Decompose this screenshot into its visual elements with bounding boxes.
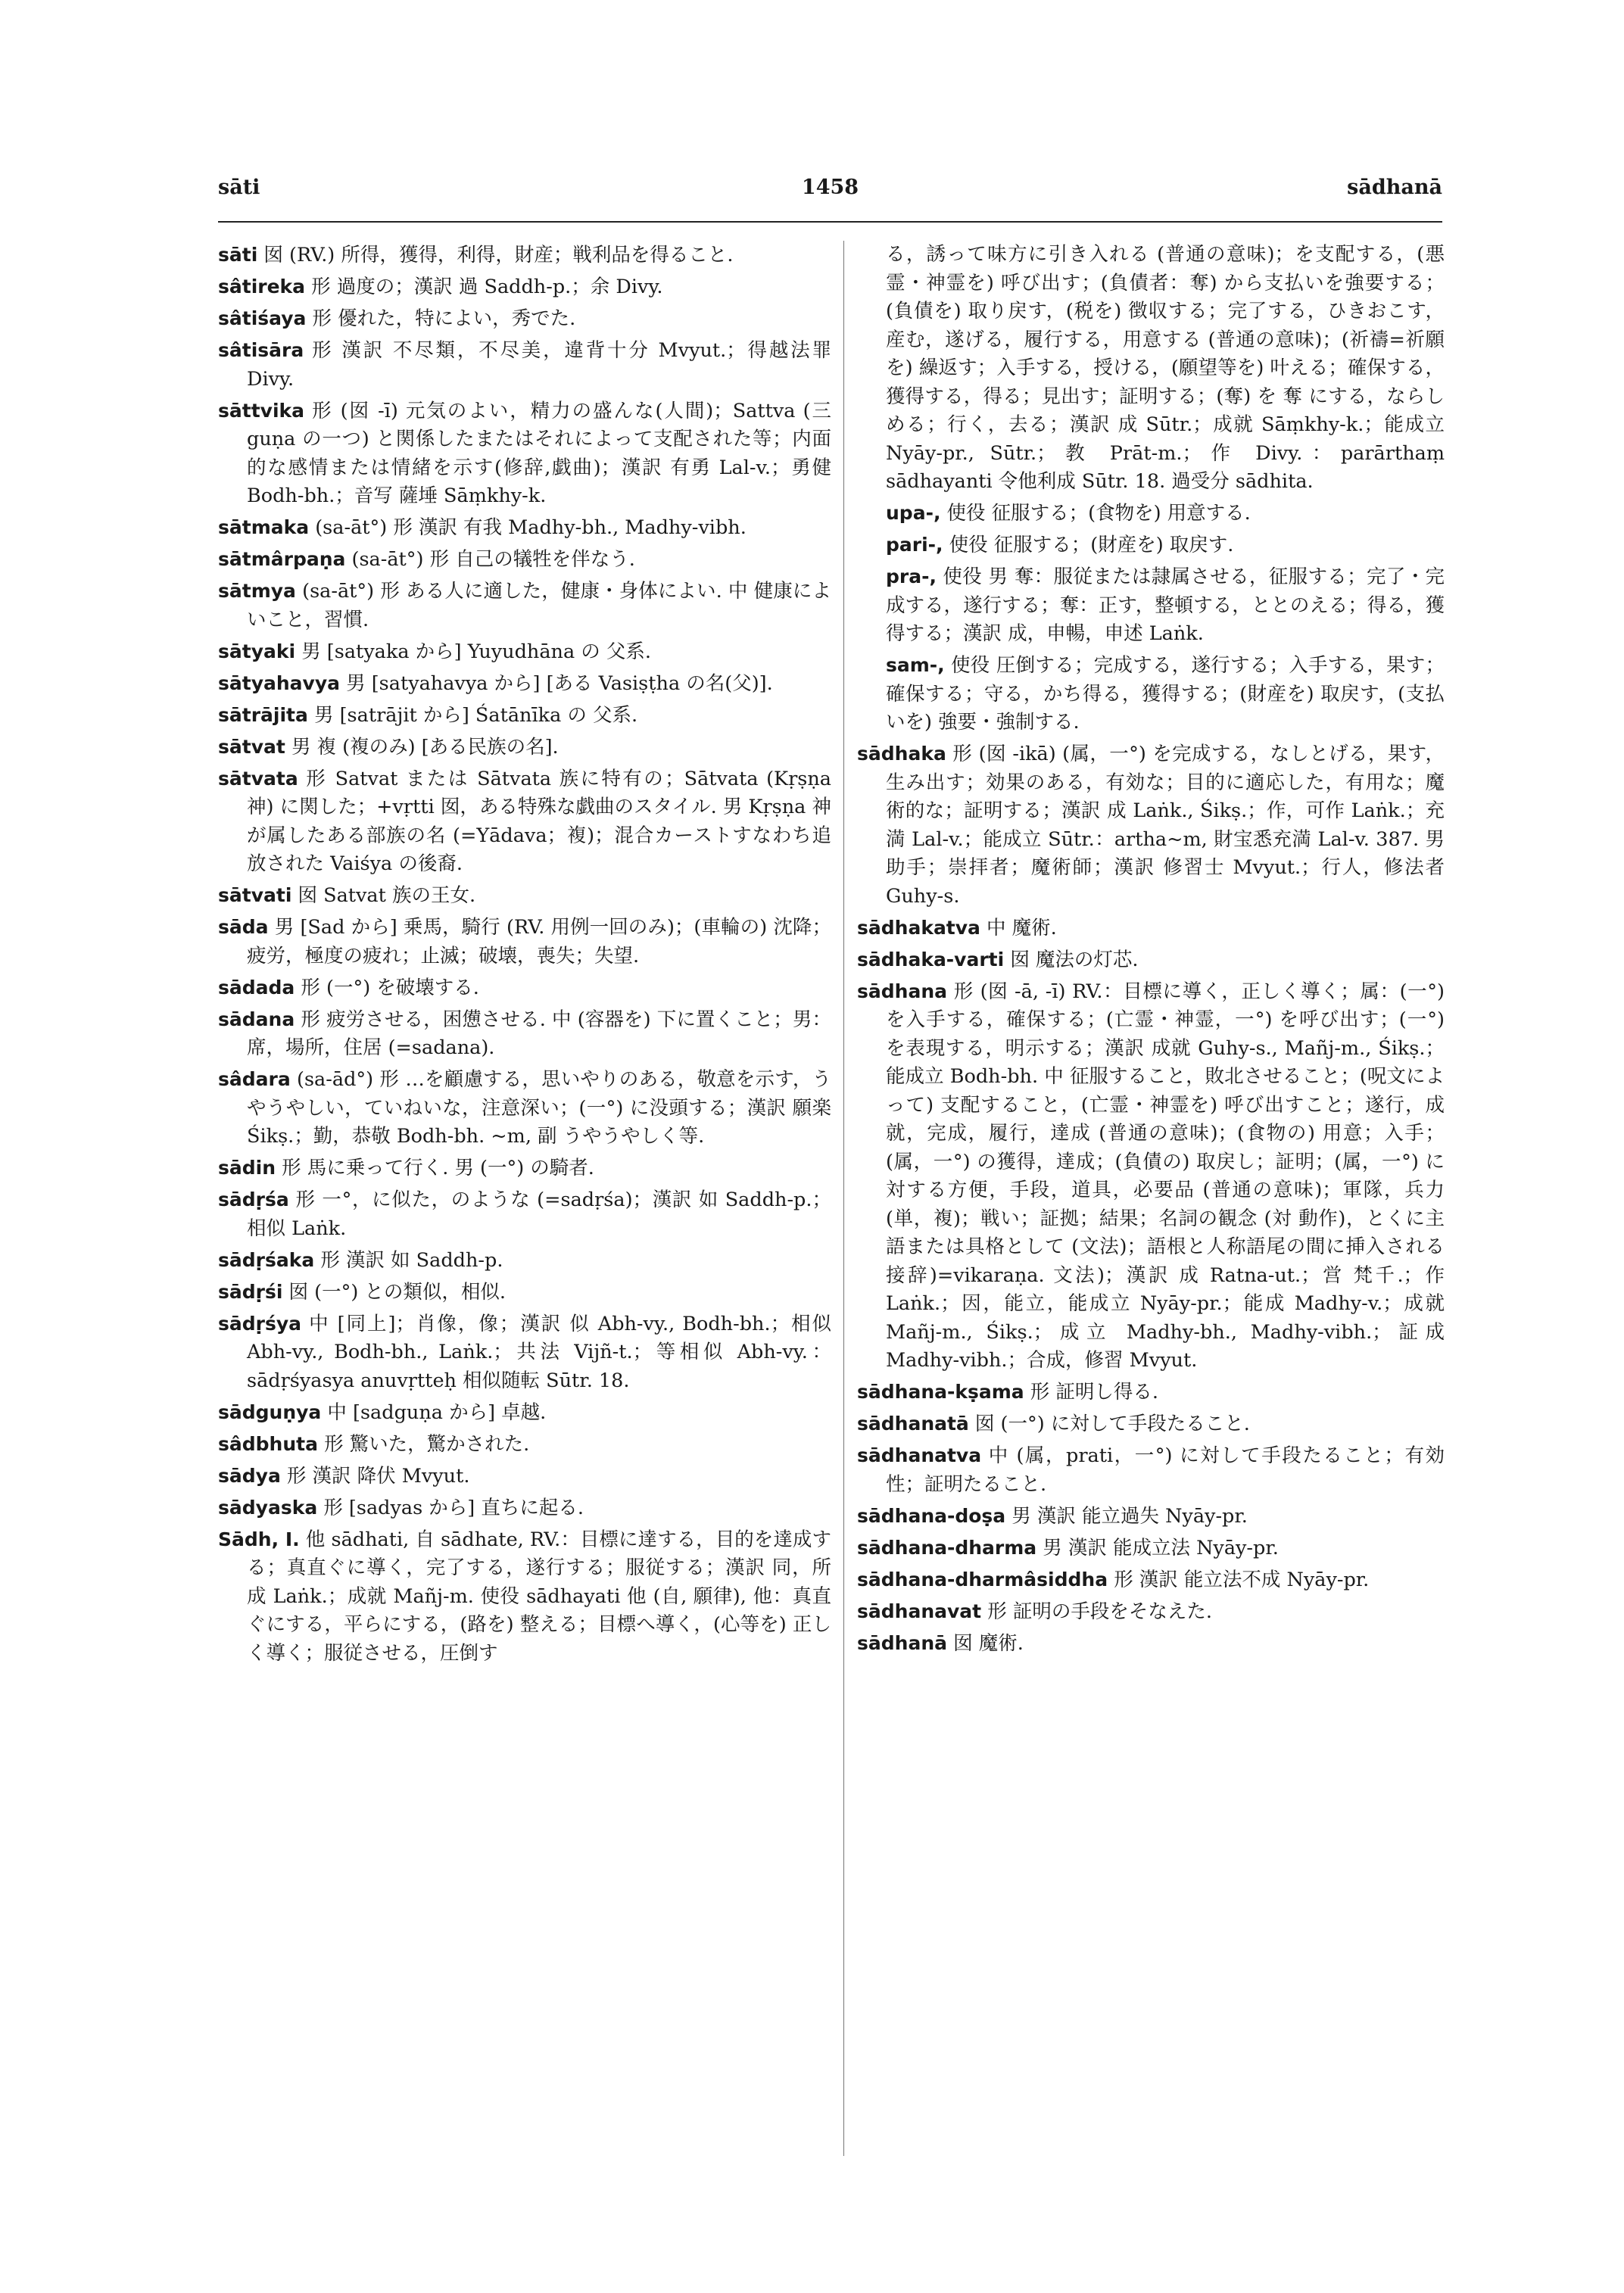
- entry-headword: sādhana-dharmâsiddha: [857, 1568, 1108, 1590]
- entry-headword: sādya: [218, 1464, 281, 1487]
- entry-headword: sāda: [218, 916, 269, 938]
- dictionary-entry: [857, 1629, 1445, 1659]
- entry-headword: sam-,: [886, 654, 945, 676]
- dictionary-entry: [218, 577, 831, 634]
- entry-definition: (sa-āt°) 形 ある人に適した，健康・身体によい. 中 健康によいこと，習慣.: [247, 580, 831, 631]
- entry-definition: 形 証明の手段をそなえた.: [987, 1600, 1212, 1623]
- dictionary-entry: [218, 974, 831, 1003]
- entry-headword: sādṛśa: [218, 1189, 289, 1210]
- entry-definition: 形 一°，に似た，のような (=sadṛśa)；漢訳 如 Saddh-p.；相似 Laṅk.: [247, 1189, 831, 1240]
- dictionary-entry: [218, 701, 831, 731]
- entry-definition: 男 漢訳 能成立法 Nyāy-pr.: [1043, 1536, 1279, 1559]
- entry-headword: Sādh, I.: [218, 1528, 300, 1550]
- entry-headword: sātvat: [218, 735, 285, 758]
- dictionary-entry: [218, 1398, 831, 1428]
- entry-headword: sādin: [218, 1157, 276, 1179]
- entry-definition: 囡 魔術.: [953, 1631, 1024, 1655]
- entry-definition: 男 [satyaka から] Yuyudhāna の 父系.: [301, 640, 651, 663]
- dictionary-entry: [218, 1065, 831, 1151]
- dictionary-entry: [857, 1566, 1445, 1595]
- dictionary-entry: [218, 1278, 831, 1307]
- entry-definition: 中 (属，prati，一°) に対して手段たること；有効性；証明たること.: [886, 1444, 1445, 1496]
- entry-definition: 形 証明し得る.: [1030, 1381, 1158, 1404]
- dictionary-entry: [857, 1534, 1445, 1563]
- entry-definition: 形 (囡 -ikā) (属，一°) を完成する，なしとげる，果す，生み出す；効果のある，有効な；目的に適応した，有用な；魔術的な；証明する；漢訳 成 Laṅk., Śikṣ.；作，可作 Laṅk.；充満 Lal-v.；能成立 Sūtr.：artha~m, 財宝悉充満 Lal-v. 387. 男 助手；崇拝者；魔術師；漢訳 修習士 Mvyut.；行人，修法者 Guhy-s.: [886, 743, 1445, 908]
- entry-headword: sātmya: [218, 580, 296, 602]
- entry-definition: 形 (囡 -ī) 元気のよい，精力の盛んな(人間)；Sattva (三 guṇa の一つ) と関係したまたはそれによって支配された等；内面的な感情または情緒を示す(修辞,戯曲)；漢訳 有勇 Lal-v.；勇健 Bodh-bh.；音写 薩埵 Sāṃkhy-k.: [247, 399, 831, 507]
- entry-headword: sādhanatā: [857, 1413, 969, 1435]
- entry-headword: sādana: [218, 1008, 295, 1030]
- dictionary-entry: [857, 499, 1445, 528]
- dictionary-entry: [218, 637, 831, 667]
- dictionary-entry: [857, 562, 1445, 649]
- entry-definition: 形 疲労させる，困憊させる. 中 (容器を) 下に置くこと；男：席，場所，住居 (=sadana).: [247, 1008, 831, 1059]
- dictionary-entry: [857, 241, 1445, 497]
- entry-definition: 形 過度の；漢訳 過 Saddh-p.；余 Divy.: [311, 276, 663, 298]
- dictionary-entry: [218, 1462, 831, 1491]
- entry-headword: sātrājita: [218, 703, 308, 726]
- dictionary-entry: [218, 1185, 831, 1243]
- dictionary-entry: [218, 513, 831, 543]
- dictionary-entry: [218, 336, 831, 394]
- entry-headword: sātvata: [218, 767, 298, 790]
- dictionary-entry: [857, 1502, 1445, 1531]
- dictionary-entry: [218, 733, 831, 762]
- entry-headword: sātyaki: [218, 640, 296, 662]
- dictionary-entry: [857, 740, 1445, 911]
- dictionary-entry: [218, 545, 831, 575]
- entry-headword: sādyaska: [218, 1496, 318, 1519]
- dictionary-entry: [218, 304, 831, 334]
- dictionary-entry: [857, 977, 1445, 1375]
- entry-definition: 中 魔術.: [987, 916, 1057, 939]
- entry-headword: sāttvika: [218, 399, 305, 422]
- dictionary-entry: [218, 1525, 831, 1668]
- dictionary-entry: [218, 241, 831, 270]
- entry-headword: pari-,: [886, 534, 943, 556]
- dictionary-entry: [218, 273, 831, 302]
- entry-headword: sādada: [218, 976, 295, 999]
- entry-headword: sādhanatva: [857, 1444, 982, 1466]
- column-divider: [843, 241, 844, 2156]
- dictionary-entry: [857, 914, 1445, 943]
- entry-headword: sātmaka: [218, 516, 310, 538]
- entry-definition: る，誘って味方に引き入れる (普通の意味)；を支配する，(悪霊・神霊を) 呼び出す；(負債者：奪) から支払いを強要する；(負債を) 取り戻す，(税を) 徴収する；完了する，ひきおこす，産む，遂げる，履行する，用意する (普通の意味)；(祈禱=祈願を) 繰返す；入手する，授ける，(願望等を) 叶える；確保する，獲得する，得る；見出す；証明する；(奪) を 奪 にする，ならしめる；行く，去る；漢訳 成 Sūtr.；成就 Sāṃkhy-k.；能成立 Nyāy-pr., Sūtr.；教 Prāt-m.；作 Divy.：parārthaṃ sādhayanti 令他利成 Sūtr. 18. 過受分 sādhita.: [886, 243, 1445, 493]
- entry-definition: 形 漢訳 能立法不成 Nyāy-pr.: [1114, 1568, 1370, 1591]
- entry-definition: 囡 (一°) との類似，相似.: [288, 1280, 507, 1304]
- dictionary-entry: [857, 1597, 1445, 1627]
- page-header: [218, 176, 1442, 213]
- entry-definition: 使役 征服する；(財産を) 取戻す.: [949, 534, 1234, 556]
- entry-headword: sādguṇya: [218, 1400, 322, 1423]
- entry-definition: 形 (一°) を破壊する.: [301, 976, 479, 999]
- entry-definition: 形 優れた，特によい，秀でた.: [312, 307, 576, 330]
- entry-headword: sātvati: [218, 884, 292, 906]
- dictionary-entry: [857, 1441, 1445, 1499]
- entry-definition: 形 Satvat または Sātvata 族に特有の；Sātvata (Kṛṣṇa 神) に関した；+vṛtti 囡，ある特殊な戯曲のスタイル. 男 Kṛṣṇa 神が属したある部族の名 (=Yādava；複)；混合カーストすなわち追放された Vaiśya の後裔.: [247, 767, 831, 875]
- entry-headword: sādhana: [857, 980, 947, 1002]
- entry-definition: 形 漢訳 不尽類，不尽美，違背十分 Mvyut.；得越法罪 Divy.: [247, 339, 831, 391]
- entry-definition: 男 [satrājit から] Śatānīka の 父系.: [313, 703, 638, 727]
- entry-headword: sādhakatva: [857, 916, 980, 939]
- entry-definition: 男 複 (複のみ) [ある民族の名].: [291, 735, 559, 759]
- entry-headword: sādhaka: [857, 743, 946, 765]
- entry-headword: sādṛśaka: [218, 1248, 315, 1271]
- entry-definition: 男 [satyahavya から] [ある Vasiṣṭha の名(父)].: [346, 671, 773, 695]
- dictionary-entry: [218, 397, 831, 511]
- entry-definition: 形 (囡 -ā, -ī) RV.：目標に導く，正しく導く；属：(一°) を入手する，確保する；(亡霊・神霊，一°) を呼び出す；(一°) を表現する，明示する；漢訳 成就 Guhy-s., Mañj-m., Śikṣ.；能成立 Bodh-bh. 中 征服すること，敗北させること；(呪文によって) 支配すること，(亡霊・神霊を) 呼び出すこと；遂行，成就，完成，履行，達成 (普通の意味)；(食物の) 用意；入手；(属，一°) の獲得，達成；(負債の) 取戻し；証明；(属，一°) に対する方便，手段，道具，必要品 (普通の意味)；軍隊，兵力 (単，複)；戦い；証拠；結果；名詞の観念 (対 動作)，とくに主語または具格として (文法)；語根と人称語尾の間に挿入される接辞)=vikaraṇa. 文法)；漢訳 成 Ratna-ut.；営 梵千.；作 Laṅk.；因，能立，能成立 Nyāy-pr.；能成 Madhy-v.；成就 Mañj-m., Śikṣ.；成立 Madhy-bh., Madhy-vibh.；証成 Madhy-vibh.；合成，修習 Mvyut.: [886, 980, 1445, 1372]
- dictionary-entry: [218, 1310, 831, 1396]
- entry-headword: sātyahavya: [218, 671, 340, 694]
- dictionary-entry: [218, 1494, 831, 1523]
- dictionary-entry: [857, 1378, 1445, 1407]
- dictionary-entry: [218, 1246, 831, 1276]
- entry-definition: 形 漢訳 降伏 Mvyut.: [286, 1464, 470, 1488]
- header-last-headword: sādhanā: [1347, 176, 1442, 199]
- entry-definition: 囡 魔法の灯芯.: [1010, 948, 1139, 971]
- entry-definition: 形 [sadyas から] 直ちに起る.: [323, 1496, 584, 1519]
- entry-definition: 使役 圧倒する；完成する，遂行する；入手する，果す；確保する；守る，かち得る，獲得する；(財産を) 取戻す，(支払いを) 強要・強制する.: [886, 654, 1445, 734]
- entry-headword: upa-,: [886, 502, 941, 524]
- left-column: [218, 241, 831, 1671]
- entry-headword: sâtireka: [218, 276, 306, 298]
- entry-headword: sādhaka-varti: [857, 948, 1005, 970]
- entry-definition: 使役 男 奪：服従または隷属させる，征服する；完了・完成する，遂行する；奪：正す，整頓する，ととのえる；得る，獲得する；漢訳 成，申暢，申述 Laṅk.: [886, 565, 1445, 645]
- entry-headword: sādṛśya: [218, 1312, 302, 1335]
- entry-headword: sādhana-doṣa: [857, 1504, 1006, 1527]
- entry-headword: pra-,: [886, 565, 937, 587]
- entry-definition: 囡 (RV.) 所得，獲得，利得，財産；戦利品を得ること.: [263, 244, 734, 266]
- dictionary-entry: [218, 1154, 831, 1183]
- dictionary-entry: [218, 881, 831, 911]
- entry-headword: sādhanā: [857, 1631, 947, 1654]
- entry-definition: 男 漢訳 能立過失 Nyāy-pr.: [1011, 1504, 1248, 1528]
- entry-headword: sâdara: [218, 1068, 291, 1090]
- entry-headword: sâdbhuta: [218, 1432, 318, 1455]
- dictionary-entry: [857, 531, 1445, 560]
- header-rule: [218, 221, 1442, 223]
- entry-definition: 中 [sadguṇa から] 卓越.: [327, 1400, 547, 1424]
- entry-headword: sātmârpaṇa: [218, 548, 346, 570]
- entry-definition: 形 馬に乗って行く. 男 (一°) の騎者.: [282, 1157, 594, 1179]
- dictionary-entry: [218, 1005, 831, 1063]
- dictionary-entry: [218, 669, 831, 699]
- entry-definition: 囡 Satvat 族の王女.: [298, 884, 476, 907]
- entry-headword: sādhana-kṣama: [857, 1381, 1024, 1403]
- header-first-headword: sāti: [218, 176, 260, 199]
- entry-definition: 囡 (一°) に対して手段たること.: [974, 1413, 1250, 1435]
- dictionary-entry: [857, 946, 1445, 975]
- entry-definition: (sa-ād°) 形 …を顧慮する，思いやりのある，敬意を示す，うやうやしい，ていねいな，注意深い；(一°) に没頭する；漢訳 願楽 Śikṣ.；勤，恭敬 Bodh-bh. ~m, 副 うやうやしく等.: [247, 1068, 831, 1148]
- dictionary-entry: [857, 1410, 1445, 1439]
- entry-headword: sādhana-dharma: [857, 1536, 1037, 1559]
- entry-definition: 形 漢訳 如 Saddh-p.: [320, 1248, 503, 1272]
- dictionary-entry: [218, 913, 831, 970]
- entry-definition: 男 [Sad から] 乗馬，騎行 (RV. 用例一回のみ)；(車輪の) 沈降；疲労，極度の疲れ；止滅；破壊，喪失；失望.: [247, 916, 831, 967]
- entry-definition: 使役 征服する；(食物を) 用意する.: [946, 502, 1251, 525]
- entry-headword: sâtiśaya: [218, 307, 307, 329]
- right-column: [857, 241, 1445, 1661]
- entry-definition: 形 驚いた，驚かされた.: [324, 1432, 530, 1456]
- entry-definition: (sa-āt°) 形 自己の犠牲を伴なう.: [351, 548, 635, 571]
- entry-definition: 中 [同上]；肖像，像；漢訳 似 Abh-vy., Bodh-bh.；相似 Abh-vy., Bodh-bh., Laṅk.；共法 Vijñ-t.；等相似 Abh-vy.：sādṛśyasya anuvṛtteḥ 相似随転 Sūtr. 18.: [247, 1312, 831, 1392]
- entry-headword: sādhanavat: [857, 1600, 982, 1622]
- entry-headword: sādṛśi: [218, 1280, 283, 1303]
- dictionary-entry: [218, 765, 831, 879]
- entry-headword: sâtisāra: [218, 339, 304, 361]
- page-number: 1458: [801, 176, 859, 199]
- entry-definition: (sa-āt°) 形 漢訳 有我 Madhy-bh., Madhy-vibh.: [315, 516, 747, 539]
- dictionary-entry: [218, 1430, 831, 1460]
- entry-headword: sāti: [218, 244, 258, 266]
- dictionary-entry: [857, 651, 1445, 737]
- entry-definition: 他 sādhati, 自 sādhate, RV.：目標に達する，目的を達成する；真直ぐに導く，完了する，遂行する；服従する；漢訳 同，所成 Laṅk.；成就 Mañj-m. 使役 sādhayati 他 (自, 願律), 他：真直ぐにする，平らにする，(路を) 整える；目標へ導く，(心等を) 正しく導く；服従させる，圧倒す: [247, 1528, 831, 1665]
